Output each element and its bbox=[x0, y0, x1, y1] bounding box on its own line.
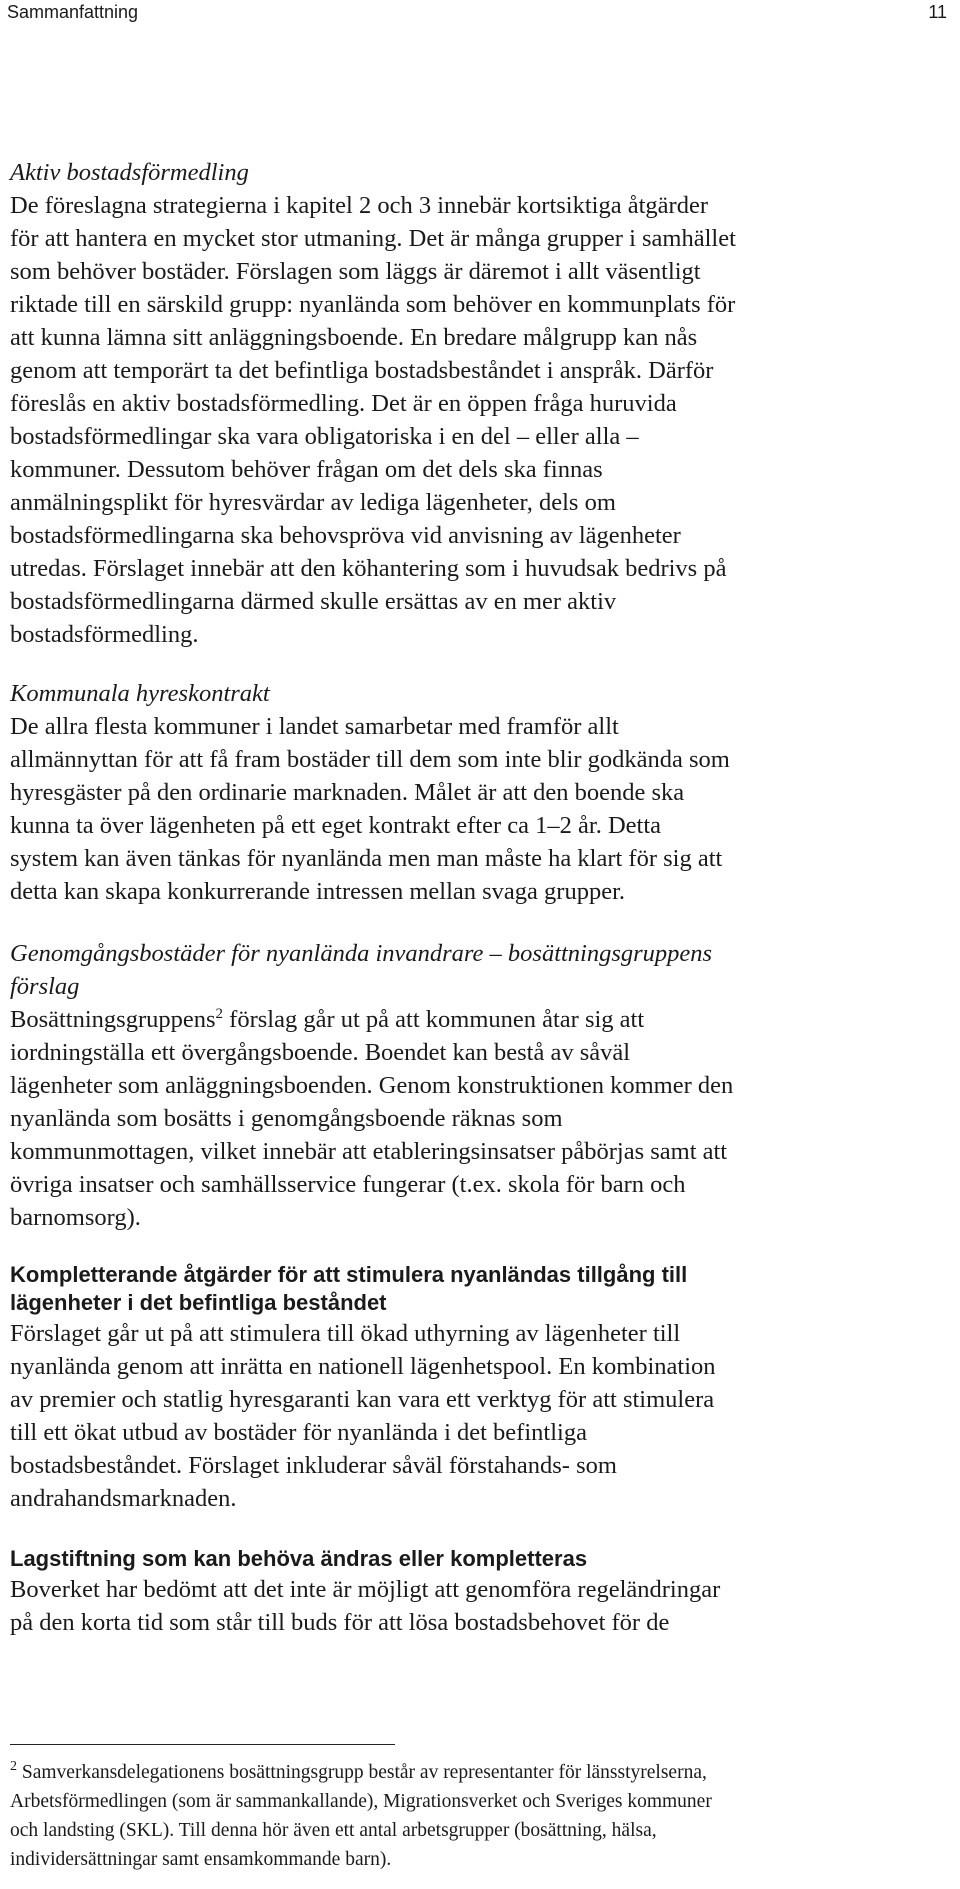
heading-line: Genomgångsbostäder för nyanlända invandrare – bosättningsgruppens bbox=[10, 940, 713, 967]
section-spacer bbox=[10, 1234, 910, 1261]
text-line: system kan även tänkas för nyanlända men man måste ha klart för sig att bbox=[10, 845, 723, 872]
text-line: bostadsförmedlingarna ska behovspröva vid anvisning av lägenheter bbox=[10, 522, 681, 549]
text-line: nyanlända genom att inrätta en nationell lägenhetspool. En kombination bbox=[10, 1353, 716, 1380]
paragraph-kompletterande-atgarder bbox=[10, 1317, 910, 1515]
paragraph-genomgangsbostader bbox=[10, 1003, 910, 1234]
footnote-line: Arbetsförmedlingen (som är sammankallande), Migrationsverket och Sveriges kommuner bbox=[10, 1791, 712, 1812]
paragraph-lagstiftning bbox=[10, 1573, 910, 1639]
footnote-number: 2 bbox=[10, 1759, 17, 1774]
section-heading-lagstiftning: Lagstiftning som kan behöva ändras eller kompletteras bbox=[10, 1546, 588, 1571]
text-line: anmälningsplikt för hyresvärdar av lediga lägenheter, dels om bbox=[10, 489, 616, 516]
paragraph-kommunala-hyreskontrakt bbox=[10, 710, 910, 908]
running-header bbox=[7, 0, 951, 26]
text-line: hyresgäster på den ordinarie marknaden. Målet är att den boende ska bbox=[10, 779, 685, 806]
text-line: bostadsförmedlingar ska vara obligatoriska i en del – eller alla – bbox=[10, 423, 639, 450]
text-line: bostadsförmedling. bbox=[10, 621, 199, 648]
text-line: övriga insatser och samhällsservice fungerar (t.ex. skola för barn och bbox=[10, 1171, 686, 1198]
page-number: 11 bbox=[928, 2, 947, 22]
text-line: detta kan skapa konkurrerande intressen mellan svaga grupper. bbox=[10, 878, 626, 905]
text-line: bostadsbeståndet. Förslaget inkluderar såväl förstahands- som bbox=[10, 1452, 617, 1479]
heading-line: lägenheter i det befintliga beståndet bbox=[10, 1290, 387, 1315]
section-heading-genomgangsbostader bbox=[10, 937, 910, 1003]
text-line: kommunmottagen, vilket innebär att etableringsinsatser påbörjas samt att bbox=[10, 1138, 728, 1165]
text-line: Boverket har bedömt att det inte är möjligt att genomföra regeländringar bbox=[10, 1576, 721, 1603]
footnote-line: och landsting (SKL). Till denna hör även ett antal arbetsgrupper (bosättning, hälsa, bbox=[10, 1820, 657, 1841]
text-line: av premier och statlig hyresgaranti kan vara ett verktyg för att stimulera bbox=[10, 1386, 715, 1413]
heading-line: Kompletterande åtgärder för att stimulera nyanländas tillgång till bbox=[10, 1262, 688, 1287]
footnote bbox=[10, 1758, 915, 1874]
text-line: De allra flesta kommuner i landet samarbetar med framför allt bbox=[10, 713, 619, 740]
page-body bbox=[10, 156, 910, 1639]
footnote-reference[interactable]: 2 bbox=[215, 1006, 224, 1022]
running-header-title: Sammanfattning bbox=[7, 2, 139, 22]
paragraph-aktiv-bostadsformedling bbox=[10, 189, 910, 651]
text-line: riktade till en särskild grupp: nyanlända som behöver en kommunplats för bbox=[10, 291, 736, 318]
section-heading-aktiv-bostadsformedling: Aktiv bostadsförmedling bbox=[10, 159, 249, 186]
heading-line: förslag bbox=[10, 973, 80, 1000]
section-spacer bbox=[10, 651, 910, 677]
footnote-line: individersättningar samt ensamkommande barn). bbox=[10, 1849, 392, 1870]
text-line: kommuner. Dessutom behöver frågan om det dels ska finnas bbox=[10, 456, 603, 483]
text-line: iordningställa ett övergångsboende. Boendet kan bestå av såväl bbox=[10, 1039, 631, 1066]
footnote-line: Samverkansdelegationens bosättningsgrupp består av representanter för länsstyrelserna, bbox=[17, 1762, 707, 1783]
section-spacer bbox=[10, 1515, 910, 1545]
text-line: andrahandsmarknaden. bbox=[10, 1485, 237, 1512]
text-line: till ett ökat utbud av bostäder för nyanlända i det befintliga bbox=[10, 1419, 587, 1446]
text-line: lägenheter som anläggningsboenden. Genom konstruktionen kommer den bbox=[10, 1072, 734, 1099]
text-line: allmännyttan för att få fram bostäder till dem som inte blir godkända som bbox=[10, 746, 730, 773]
section-heading-kompletterande-atgarder bbox=[10, 1261, 910, 1317]
text-line: bostadsförmedlingarna därmed skulle ersättas av en mer aktiv bbox=[10, 588, 617, 615]
footnote-separator bbox=[10, 1744, 395, 1745]
section-heading-kommunala-hyreskontrakt: Kommunala hyreskontrakt bbox=[10, 680, 270, 707]
text-line: De föreslagna strategierna i kapitel 2 och 3 innebär kortsiktiga åtgärder bbox=[10, 192, 708, 219]
text-line: utredas. Förslaget innebär att den köhantering som i huvudsak bedrivs på bbox=[10, 555, 727, 582]
text-line: Förslaget går ut på att stimulera till ökad uthyrning av lägenheter till bbox=[10, 1320, 681, 1347]
text-line: barnomsorg). bbox=[10, 1204, 141, 1231]
text-line: för att hantera en mycket stor utmaning. Det är många grupper i samhället bbox=[10, 225, 736, 252]
text-line: förslag går ut på att kommunen åtar sig att bbox=[223, 1006, 645, 1033]
text-line: nyanlända som bosätts i genomgångsboende räknas som bbox=[10, 1105, 563, 1132]
section-spacer bbox=[10, 908, 910, 937]
text-line: genom att temporärt ta det befintliga bostadsbeståndet i anspråk. Därför bbox=[10, 357, 714, 384]
text-line: på den korta tid som står till buds för att lösa bostadsbehovet för de bbox=[10, 1609, 670, 1636]
text-line: föreslås en aktiv bostadsförmedling. Det är en öppen fråga huruvida bbox=[10, 390, 677, 417]
text-line: Bosättningsgruppens bbox=[10, 1006, 216, 1033]
text-line: som behöver bostäder. Förslagen som läggs är däremot i allt väsentligt bbox=[10, 258, 701, 285]
text-line: kunna ta över lägenheten på ett eget kontrakt efter ca 1–2 år. Detta bbox=[10, 812, 661, 839]
text-line: att kunna lämna sitt anläggningsboende. En bredare målgrupp kan nås bbox=[10, 324, 698, 351]
